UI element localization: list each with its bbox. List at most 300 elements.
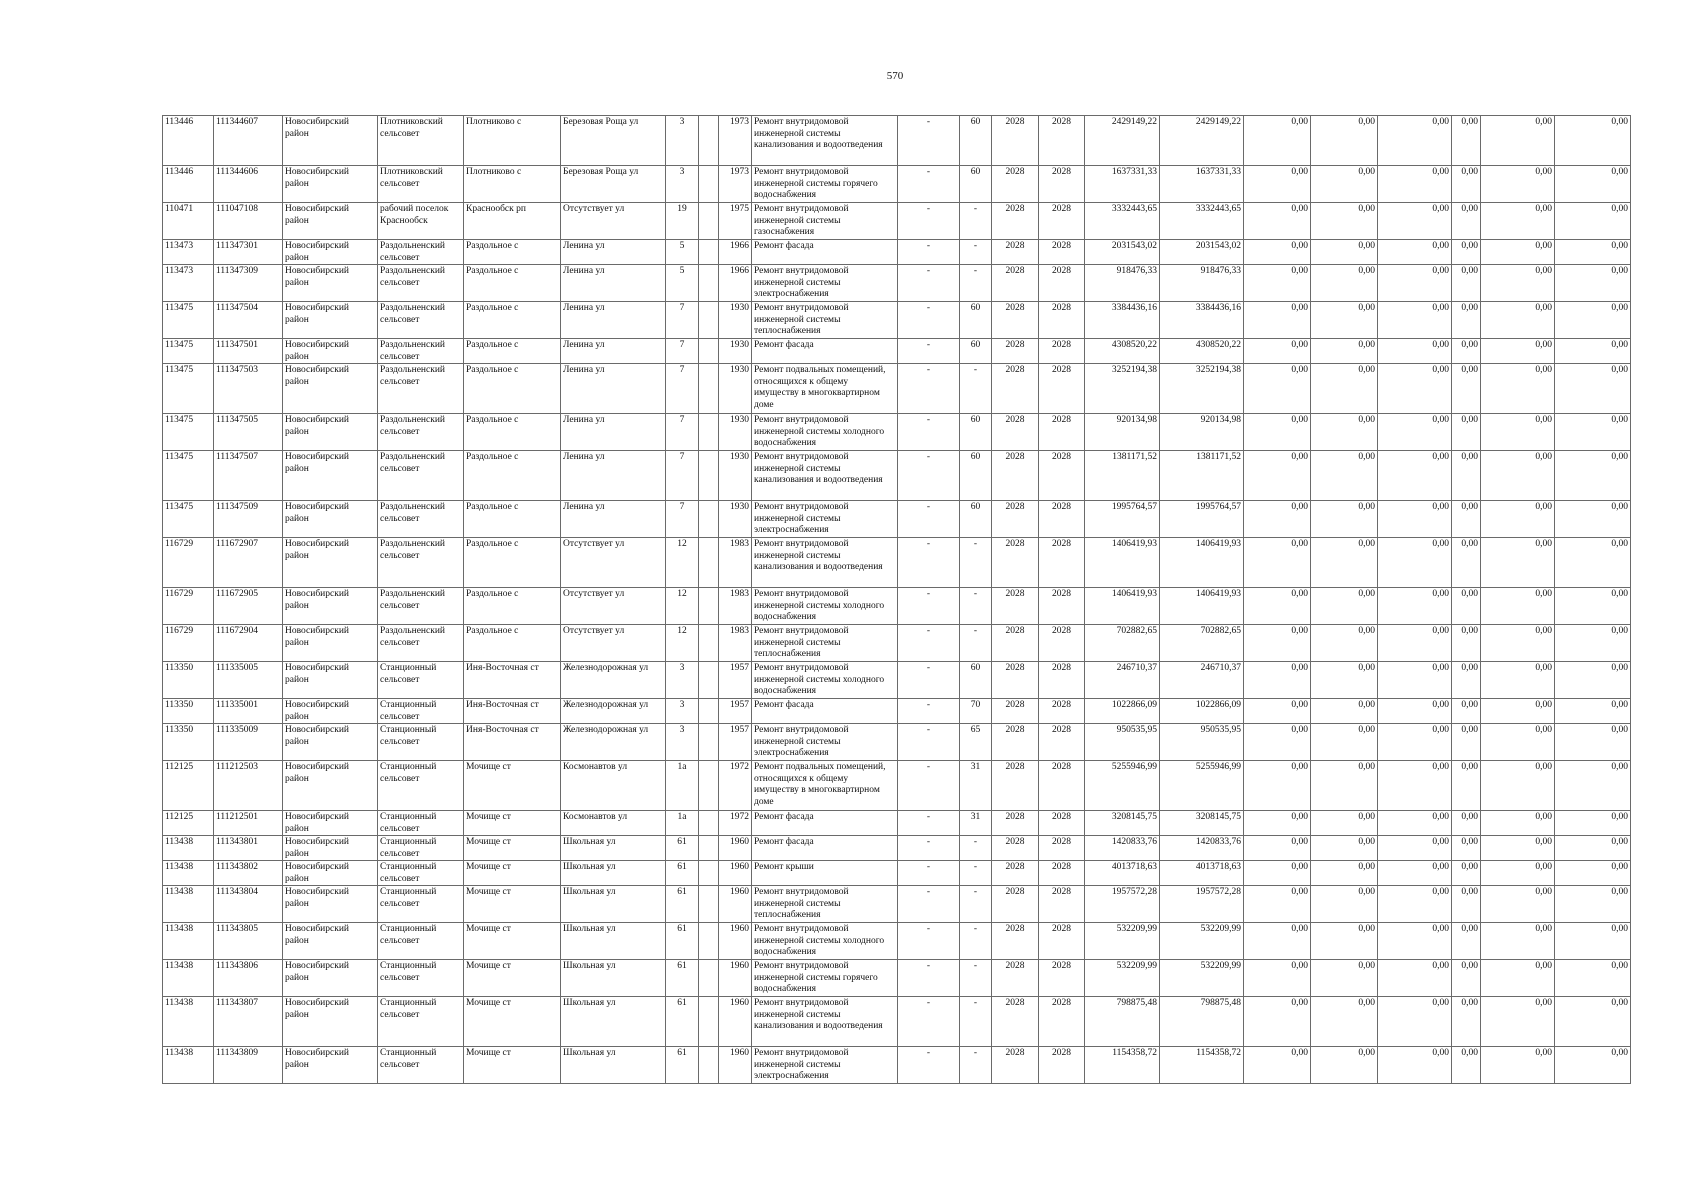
cell-col-12: - (960, 861, 992, 886)
cell-settlement-council: Раздольненский сельсовет (378, 501, 464, 538)
cell-year-built: 1930 (719, 451, 752, 501)
cell-cost-fund: 2031543,02 (1160, 240, 1244, 265)
cell-year-plan-end: 2028 (1039, 302, 1085, 339)
cell-col-11: - (898, 451, 960, 501)
cell-year-plan-start: 2028 (992, 836, 1039, 861)
cell-year-built: 1966 (719, 240, 752, 265)
cell-locality: Иня-Восточная ст (464, 724, 561, 761)
cell-cost-c: 0,00 (1378, 203, 1452, 240)
cell-cost-fund: 1995764,57 (1160, 501, 1244, 538)
cell-work-type: Ремонт фасада (752, 339, 898, 364)
cell-house-id: 116729 (163, 538, 214, 588)
cell-cost-fund: 5255946,99 (1160, 761, 1244, 811)
cell-house-number: 7 (666, 414, 699, 451)
cell-district: Новосибирский район (283, 166, 378, 203)
cell-total-cost: 1420833,76 (1085, 836, 1160, 861)
cell-total-cost: 702882,65 (1085, 625, 1160, 662)
cell-year-built: 1957 (719, 699, 752, 724)
cell-total-cost: 1995764,57 (1085, 501, 1160, 538)
cell-cost-e: 0,00 (1481, 364, 1555, 414)
cell-element-id: 111343809 (214, 1047, 283, 1084)
cell-total-cost: 532209,99 (1085, 923, 1160, 960)
cell-total-cost: 5255946,99 (1085, 761, 1160, 811)
cell-element-id: 111344606 (214, 166, 283, 203)
cell-element-id: 111347505 (214, 414, 283, 451)
table-row (163, 724, 1631, 761)
cell-cost-fund: 1957572,28 (1160, 886, 1244, 923)
cell-cost-a: 0,00 (1244, 960, 1311, 997)
cell-locality: Раздольное с (464, 240, 561, 265)
cell-district: Новосибирский район (283, 364, 378, 414)
cell-cost-d: 0,00 (1452, 302, 1481, 339)
cell-year-plan-end: 2028 (1039, 811, 1085, 836)
cell-street: Ленина ул (561, 302, 666, 339)
cell-year-plan-start: 2028 (992, 662, 1039, 699)
cell-district: Новосибирский район (283, 501, 378, 538)
cell-cost-a: 0,00 (1244, 538, 1311, 588)
cell-cost-a: 0,00 (1244, 240, 1311, 265)
table-row (163, 302, 1631, 339)
table-row (163, 625, 1631, 662)
cell-year-plan-start: 2028 (992, 761, 1039, 811)
cell-year-plan-end: 2028 (1039, 364, 1085, 414)
cell-building (699, 240, 719, 265)
cell-cost-e: 0,00 (1481, 1047, 1555, 1084)
table-row (163, 761, 1631, 811)
cell-cost-e: 0,00 (1481, 166, 1555, 203)
cell-building (699, 588, 719, 625)
cell-house-id: 113438 (163, 1047, 214, 1084)
cell-house-number: 12 (666, 625, 699, 662)
cell-year-plan-end: 2028 (1039, 997, 1085, 1047)
table-row (163, 240, 1631, 265)
table-row (163, 538, 1631, 588)
cell-year-built: 1960 (719, 960, 752, 997)
cell-work-type: Ремонт внутридомовой инженерной системы канализования и водоотведения (752, 997, 898, 1047)
cell-year-plan-start: 2028 (992, 724, 1039, 761)
table-row (163, 1047, 1631, 1084)
cell-street: Школьная ул (561, 960, 666, 997)
cell-house-id: 113438 (163, 886, 214, 923)
cell-year-built: 1975 (719, 203, 752, 240)
cell-work-type: Ремонт фасада (752, 240, 898, 265)
cell-element-id: 111212501 (214, 811, 283, 836)
cell-cost-c: 0,00 (1378, 625, 1452, 662)
cell-cost-b: 0,00 (1311, 166, 1378, 203)
cell-district: Новосибирский район (283, 836, 378, 861)
cell-year-plan-start: 2028 (992, 414, 1039, 451)
cell-cost-f: 0,00 (1555, 302, 1631, 339)
cell-district: Новосибирский район (283, 203, 378, 240)
cell-year-plan-start: 2028 (992, 116, 1039, 166)
cell-house-id: 113475 (163, 414, 214, 451)
cell-building (699, 761, 719, 811)
cell-street: Ленина ул (561, 240, 666, 265)
cell-cost-a: 0,00 (1244, 203, 1311, 240)
cell-cost-fund: 1154358,72 (1160, 1047, 1244, 1084)
cell-cost-b: 0,00 (1311, 203, 1378, 240)
cell-street: Отсутствует ул (561, 625, 666, 662)
cell-cost-f: 0,00 (1555, 116, 1631, 166)
cell-col-12: 60 (960, 166, 992, 203)
cell-cost-e: 0,00 (1481, 265, 1555, 302)
cell-year-plan-start: 2028 (992, 166, 1039, 203)
cell-house-number: 3 (666, 699, 699, 724)
cell-year-plan-end: 2028 (1039, 699, 1085, 724)
cell-total-cost: 3252194,38 (1085, 364, 1160, 414)
cell-year-built: 1960 (719, 1047, 752, 1084)
cell-year-built: 1930 (719, 302, 752, 339)
cell-col-11: - (898, 625, 960, 662)
cell-locality: Иня-Восточная ст (464, 662, 561, 699)
table-row (163, 265, 1631, 302)
cell-year-built: 1960 (719, 997, 752, 1047)
cell-cost-a: 0,00 (1244, 662, 1311, 699)
cell-locality: Плотниково с (464, 166, 561, 203)
cell-year-plan-end: 2028 (1039, 761, 1085, 811)
cell-cost-f: 0,00 (1555, 265, 1631, 302)
cell-street: Железнодорожная ул (561, 724, 666, 761)
cell-work-type: Ремонт внутридомовой инженерной системы электроснабжения (752, 265, 898, 302)
cell-year-built: 1957 (719, 662, 752, 699)
cell-locality: Краснообск рп (464, 203, 561, 240)
cell-year-built: 1960 (719, 861, 752, 886)
cell-year-plan-start: 2028 (992, 886, 1039, 923)
cell-house-number: 12 (666, 588, 699, 625)
cell-col-12: - (960, 836, 992, 861)
cell-cost-d: 0,00 (1452, 811, 1481, 836)
cell-settlement-council: Станционный сельсовет (378, 923, 464, 960)
cell-cost-b: 0,00 (1311, 811, 1378, 836)
cell-cost-f: 0,00 (1555, 699, 1631, 724)
capital-repair-register-table (162, 115, 1631, 1084)
cell-col-11: - (898, 116, 960, 166)
cell-total-cost: 532209,99 (1085, 960, 1160, 997)
cell-house-number: 7 (666, 364, 699, 414)
cell-element-id: 111343805 (214, 923, 283, 960)
cell-street: Железнодорожная ул (561, 699, 666, 724)
cell-house-number: 19 (666, 203, 699, 240)
cell-cost-b: 0,00 (1311, 960, 1378, 997)
cell-col-12: - (960, 960, 992, 997)
cell-house-id: 112125 (163, 811, 214, 836)
cell-house-number: 3 (666, 166, 699, 203)
table-row (163, 997, 1631, 1047)
cell-cost-f: 0,00 (1555, 923, 1631, 960)
cell-year-plan-start: 2028 (992, 240, 1039, 265)
cell-cost-f: 0,00 (1555, 836, 1631, 861)
cell-col-11: - (898, 836, 960, 861)
cell-year-plan-start: 2028 (992, 203, 1039, 240)
cell-cost-b: 0,00 (1311, 302, 1378, 339)
cell-house-id: 113446 (163, 116, 214, 166)
cell-element-id: 111347504 (214, 302, 283, 339)
cell-locality: Раздольное с (464, 364, 561, 414)
cell-building (699, 265, 719, 302)
cell-district: Новосибирский район (283, 451, 378, 501)
cell-year-plan-end: 2028 (1039, 923, 1085, 960)
cell-col-12: - (960, 886, 992, 923)
cell-cost-d: 0,00 (1452, 997, 1481, 1047)
cell-cost-b: 0,00 (1311, 997, 1378, 1047)
cell-locality: Мочище ст (464, 997, 561, 1047)
cell-house-id: 113350 (163, 662, 214, 699)
cell-work-type: Ремонт внутридомовой инженерной системы канализования и водоотведения (752, 116, 898, 166)
cell-total-cost: 246710,37 (1085, 662, 1160, 699)
cell-cost-fund: 920134,98 (1160, 414, 1244, 451)
cell-total-cost: 1022866,09 (1085, 699, 1160, 724)
cell-building (699, 699, 719, 724)
cell-cost-c: 0,00 (1378, 662, 1452, 699)
cell-year-plan-start: 2028 (992, 501, 1039, 538)
cell-cost-c: 0,00 (1378, 166, 1452, 203)
cell-cost-e: 0,00 (1481, 240, 1555, 265)
cell-street: Ленина ул (561, 339, 666, 364)
cell-col-12: - (960, 588, 992, 625)
cell-house-number: 1а (666, 761, 699, 811)
cell-cost-f: 0,00 (1555, 414, 1631, 451)
cell-cost-d: 0,00 (1452, 761, 1481, 811)
cell-settlement-council: Плотниковский сельсовет (378, 166, 464, 203)
table-row (163, 451, 1631, 501)
cell-cost-e: 0,00 (1481, 501, 1555, 538)
cell-building (699, 166, 719, 203)
cell-cost-fund: 3208145,75 (1160, 811, 1244, 836)
cell-settlement-council: Станционный сельсовет (378, 724, 464, 761)
cell-street: Ленина ул (561, 501, 666, 538)
cell-cost-e: 0,00 (1481, 861, 1555, 886)
cell-house-id: 113473 (163, 265, 214, 302)
cell-cost-fund: 1381171,52 (1160, 451, 1244, 501)
cell-settlement-council: Раздольненский сельсовет (378, 451, 464, 501)
cell-year-plan-start: 2028 (992, 302, 1039, 339)
cell-locality: Мочище ст (464, 811, 561, 836)
cell-locality: Мочище ст (464, 886, 561, 923)
cell-cost-c: 0,00 (1378, 240, 1452, 265)
cell-total-cost: 3384436,16 (1085, 302, 1160, 339)
cell-district: Новосибирский район (283, 339, 378, 364)
cell-street: Ленина ул (561, 364, 666, 414)
cell-cost-b: 0,00 (1311, 538, 1378, 588)
cell-cost-a: 0,00 (1244, 414, 1311, 451)
cell-col-11: - (898, 699, 960, 724)
cell-col-12: - (960, 997, 992, 1047)
cell-cost-fund: 798875,48 (1160, 997, 1244, 1047)
cell-street: Березовая Роща ул (561, 116, 666, 166)
cell-cost-a: 0,00 (1244, 1047, 1311, 1084)
cell-district: Новосибирский район (283, 116, 378, 166)
cell-cost-e: 0,00 (1481, 960, 1555, 997)
cell-cost-b: 0,00 (1311, 836, 1378, 861)
cell-building (699, 625, 719, 662)
cell-locality: Раздольное с (464, 414, 561, 451)
cell-total-cost: 4013718,63 (1085, 861, 1160, 886)
cell-element-id: 111347507 (214, 451, 283, 501)
cell-year-built: 1972 (719, 811, 752, 836)
cell-locality: Мочище ст (464, 1047, 561, 1084)
cell-year-plan-end: 2028 (1039, 240, 1085, 265)
cell-col-11: - (898, 203, 960, 240)
cell-settlement-council: Станционный сельсовет (378, 811, 464, 836)
cell-street: Ленина ул (561, 414, 666, 451)
cell-col-12: 70 (960, 699, 992, 724)
cell-col-11: - (898, 364, 960, 414)
cell-house-id: 113446 (163, 166, 214, 203)
table-row (163, 886, 1631, 923)
cell-cost-f: 0,00 (1555, 538, 1631, 588)
cell-house-number: 5 (666, 240, 699, 265)
cell-cost-d: 0,00 (1452, 588, 1481, 625)
cell-street: Школьная ул (561, 923, 666, 960)
cell-cost-fund: 950535,95 (1160, 724, 1244, 761)
cell-district: Новосибирский район (283, 538, 378, 588)
cell-street: Ленина ул (561, 265, 666, 302)
cell-year-built: 1960 (719, 836, 752, 861)
cell-work-type: Ремонт подвальных помещений, относящихся к общему имуществу в многоквартирном доме (752, 761, 898, 811)
cell-cost-d: 0,00 (1452, 116, 1481, 166)
cell-cost-d: 0,00 (1452, 538, 1481, 588)
cell-street: Отсутствует ул (561, 203, 666, 240)
cell-cost-d: 0,00 (1452, 724, 1481, 761)
cell-locality: Раздольное с (464, 265, 561, 302)
table-row (163, 861, 1631, 886)
cell-cost-c: 0,00 (1378, 538, 1452, 588)
cell-district: Новосибирский район (283, 662, 378, 699)
cell-col-11: - (898, 923, 960, 960)
cell-settlement-council: Раздольненский сельсовет (378, 538, 464, 588)
cell-cost-fund: 1406419,93 (1160, 588, 1244, 625)
cell-cost-d: 0,00 (1452, 886, 1481, 923)
cell-house-number: 3 (666, 662, 699, 699)
cell-cost-f: 0,00 (1555, 451, 1631, 501)
cell-cost-fund: 1420833,76 (1160, 836, 1244, 861)
cell-cost-c: 0,00 (1378, 588, 1452, 625)
cell-work-type: Ремонт подвальных помещений, относящихся к общему имуществу в многоквартирном доме (752, 364, 898, 414)
table-row (163, 836, 1631, 861)
cell-building (699, 203, 719, 240)
cell-settlement-council: Станционный сельсовет (378, 861, 464, 886)
cell-total-cost: 2031543,02 (1085, 240, 1160, 265)
cell-cost-f: 0,00 (1555, 960, 1631, 997)
cell-locality: Мочище ст (464, 836, 561, 861)
cell-house-number: 61 (666, 861, 699, 886)
cell-cost-d: 0,00 (1452, 501, 1481, 538)
cell-cost-f: 0,00 (1555, 364, 1631, 414)
cell-cost-b: 0,00 (1311, 451, 1378, 501)
cell-cost-f: 0,00 (1555, 625, 1631, 662)
cell-year-plan-end: 2028 (1039, 501, 1085, 538)
cell-cost-f: 0,00 (1555, 811, 1631, 836)
cell-locality: Раздольное с (464, 451, 561, 501)
cell-element-id: 111347301 (214, 240, 283, 265)
cell-cost-b: 0,00 (1311, 501, 1378, 538)
cell-cost-d: 0,00 (1452, 166, 1481, 203)
cell-col-12: - (960, 538, 992, 588)
cell-year-built: 1973 (719, 166, 752, 203)
cell-settlement-council: Станционный сельсовет (378, 997, 464, 1047)
cell-col-12: 65 (960, 724, 992, 761)
cell-cost-e: 0,00 (1481, 588, 1555, 625)
cell-cost-c: 0,00 (1378, 836, 1452, 861)
cell-locality: Раздольное с (464, 501, 561, 538)
cell-district: Новосибирский район (283, 761, 378, 811)
cell-house-number: 61 (666, 1047, 699, 1084)
table-row (163, 811, 1631, 836)
cell-district: Новосибирский район (283, 625, 378, 662)
cell-cost-c: 0,00 (1378, 724, 1452, 761)
cell-cost-e: 0,00 (1481, 699, 1555, 724)
cell-cost-f: 0,00 (1555, 501, 1631, 538)
cell-house-number: 7 (666, 501, 699, 538)
cell-street: Ленина ул (561, 451, 666, 501)
cell-cost-e: 0,00 (1481, 451, 1555, 501)
cell-house-number: 61 (666, 960, 699, 997)
cell-cost-fund: 3332443,65 (1160, 203, 1244, 240)
cell-work-type: Ремонт внутридомовой инженерной системы горячего водоснабжения (752, 960, 898, 997)
cell-col-12: 31 (960, 761, 992, 811)
cell-cost-c: 0,00 (1378, 761, 1452, 811)
cell-building (699, 836, 719, 861)
cell-cost-fund: 532209,99 (1160, 923, 1244, 960)
cell-year-built: 1983 (719, 625, 752, 662)
cell-col-12: 60 (960, 339, 992, 364)
cell-work-type: Ремонт крыши (752, 861, 898, 886)
cell-cost-e: 0,00 (1481, 339, 1555, 364)
cell-building (699, 923, 719, 960)
cell-building (699, 501, 719, 538)
cell-cost-d: 0,00 (1452, 240, 1481, 265)
cell-settlement-council: Плотниковский сельсовет (378, 116, 464, 166)
cell-cost-e: 0,00 (1481, 662, 1555, 699)
cell-cost-f: 0,00 (1555, 588, 1631, 625)
cell-col-11: - (898, 414, 960, 451)
cell-col-12: 60 (960, 501, 992, 538)
cell-building (699, 116, 719, 166)
cell-settlement-council: Раздольненский сельсовет (378, 240, 464, 265)
cell-element-id: 111343802 (214, 861, 283, 886)
cell-cost-d: 0,00 (1452, 203, 1481, 240)
cell-cost-b: 0,00 (1311, 339, 1378, 364)
cell-work-type: Ремонт внутридомовой инженерной системы холодного водоснабжения (752, 588, 898, 625)
cell-cost-b: 0,00 (1311, 761, 1378, 811)
cell-street: Отсутствует ул (561, 588, 666, 625)
cell-settlement-council: Раздольненский сельсовет (378, 265, 464, 302)
cell-year-plan-end: 2028 (1039, 203, 1085, 240)
cell-building (699, 886, 719, 923)
cell-district: Новосибирский район (283, 414, 378, 451)
table-row (163, 364, 1631, 414)
cell-cost-c: 0,00 (1378, 923, 1452, 960)
cell-cost-f: 0,00 (1555, 724, 1631, 761)
cell-building (699, 339, 719, 364)
cell-element-id: 111047108 (214, 203, 283, 240)
cell-element-id: 111343807 (214, 997, 283, 1047)
cell-cost-f: 0,00 (1555, 1047, 1631, 1084)
cell-cost-f: 0,00 (1555, 166, 1631, 203)
cell-district: Новосибирский район (283, 699, 378, 724)
cell-cost-a: 0,00 (1244, 724, 1311, 761)
cell-building (699, 724, 719, 761)
cell-cost-d: 0,00 (1452, 662, 1481, 699)
cell-col-11: - (898, 960, 960, 997)
cell-cost-e: 0,00 (1481, 997, 1555, 1047)
cell-cost-c: 0,00 (1378, 501, 1452, 538)
cell-cost-d: 0,00 (1452, 414, 1481, 451)
cell-house-number: 3 (666, 724, 699, 761)
cell-cost-f: 0,00 (1555, 761, 1631, 811)
cell-house-number: 61 (666, 997, 699, 1047)
cell-cost-a: 0,00 (1244, 861, 1311, 886)
